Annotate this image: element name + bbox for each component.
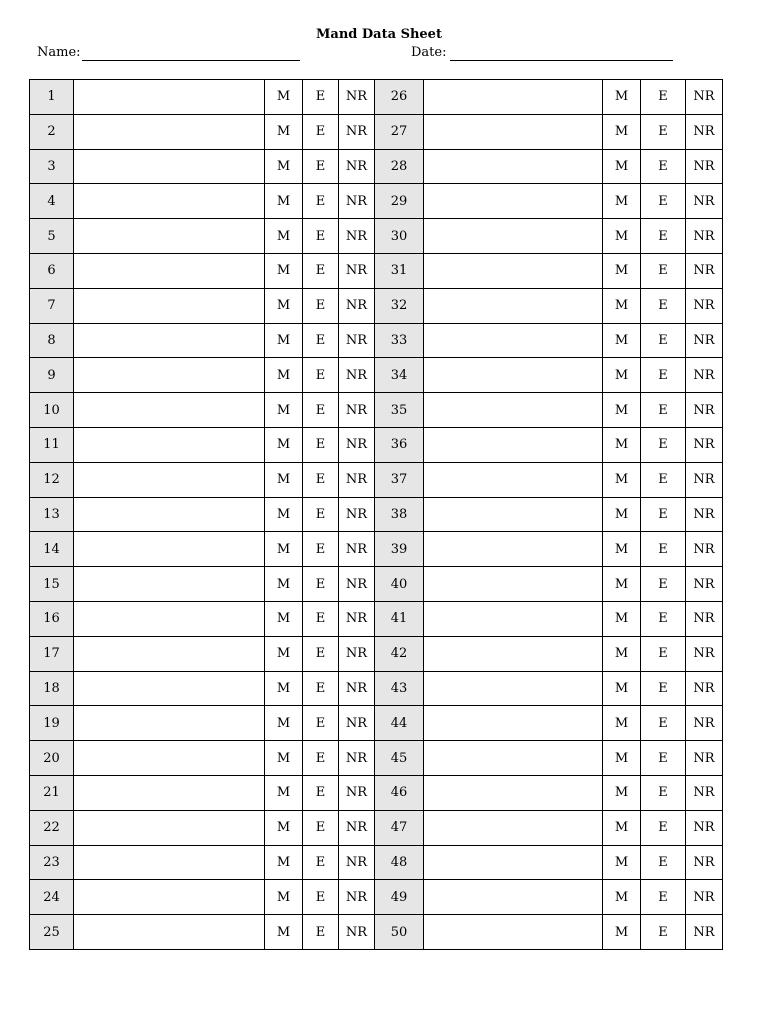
mand-entry-cell[interactable] bbox=[74, 288, 265, 323]
trial-number: 11 bbox=[30, 427, 74, 462]
no-response-option[interactable]: NR bbox=[686, 219, 723, 254]
echoic-option[interactable]: E bbox=[641, 184, 686, 219]
no-response-option[interactable]: NR bbox=[686, 149, 723, 184]
sheet-title: Mand Data Sheet bbox=[316, 27, 442, 42]
no-response-option[interactable]: NR bbox=[686, 636, 723, 671]
no-response-option[interactable]: NR bbox=[339, 671, 375, 706]
trial-number: 30 bbox=[375, 219, 424, 254]
table-row bbox=[30, 741, 723, 776]
date-label: Date: bbox=[411, 45, 447, 60]
mastered-option[interactable]: M bbox=[603, 80, 641, 115]
mastered-option[interactable]: M bbox=[265, 358, 303, 393]
mand-entry-cell[interactable] bbox=[424, 149, 603, 184]
no-response-option[interactable]: NR bbox=[686, 323, 723, 358]
mastered-option[interactable]: M bbox=[603, 741, 641, 776]
no-response-option[interactable]: NR bbox=[339, 845, 375, 880]
echoic-option[interactable]: E bbox=[303, 114, 339, 149]
mastered-option[interactable]: M bbox=[265, 219, 303, 254]
no-response-option[interactable]: NR bbox=[339, 775, 375, 810]
trial-number: 2 bbox=[30, 114, 74, 149]
mand-entry-cell[interactable] bbox=[424, 741, 603, 776]
mand-entry-cell[interactable] bbox=[424, 80, 603, 115]
echoic-option[interactable]: E bbox=[641, 149, 686, 184]
table-row bbox=[30, 532, 723, 567]
no-response-option[interactable]: NR bbox=[339, 532, 375, 567]
trial-number: 26 bbox=[375, 80, 424, 115]
echoic-option[interactable]: E bbox=[641, 253, 686, 288]
no-response-option[interactable]: NR bbox=[686, 288, 723, 323]
mastered-option[interactable]: M bbox=[603, 915, 641, 950]
table-row bbox=[30, 427, 723, 462]
mand-entry-cell[interactable] bbox=[74, 184, 265, 219]
trial-number: 37 bbox=[375, 462, 424, 497]
mastered-option[interactable]: M bbox=[603, 427, 641, 462]
no-response-option[interactable]: NR bbox=[339, 184, 375, 219]
mastered-option[interactable]: M bbox=[265, 810, 303, 845]
echoic-option[interactable]: E bbox=[641, 915, 686, 950]
echoic-option[interactable]: E bbox=[303, 288, 339, 323]
echoic-option[interactable]: E bbox=[641, 288, 686, 323]
trial-number: 36 bbox=[375, 427, 424, 462]
table-row bbox=[30, 636, 723, 671]
mastered-option[interactable]: M bbox=[603, 253, 641, 288]
mand-entry-cell[interactable] bbox=[74, 219, 265, 254]
mastered-option[interactable]: M bbox=[603, 532, 641, 567]
table-row bbox=[30, 845, 723, 880]
echoic-option[interactable]: E bbox=[641, 393, 686, 428]
table-row bbox=[30, 393, 723, 428]
no-response-option[interactable]: NR bbox=[339, 253, 375, 288]
no-response-option[interactable]: NR bbox=[339, 567, 375, 602]
table-row bbox=[30, 810, 723, 845]
echoic-option[interactable]: E bbox=[303, 775, 339, 810]
trial-number: 7 bbox=[30, 288, 74, 323]
no-response-option[interactable]: NR bbox=[339, 497, 375, 532]
mand-entry-cell[interactable] bbox=[424, 219, 603, 254]
echoic-option[interactable]: E bbox=[641, 741, 686, 776]
mand-entry-cell[interactable] bbox=[424, 567, 603, 602]
no-response-option[interactable]: NR bbox=[686, 393, 723, 428]
mand-entry-cell[interactable] bbox=[424, 775, 603, 810]
table-body bbox=[30, 80, 723, 950]
trial-number: 44 bbox=[375, 706, 424, 741]
mastered-option[interactable]: M bbox=[265, 706, 303, 741]
mand-entry-cell[interactable] bbox=[424, 358, 603, 393]
echoic-option[interactable]: E bbox=[641, 219, 686, 254]
trial-number: 10 bbox=[30, 393, 74, 428]
mand-entry-cell[interactable] bbox=[74, 532, 265, 567]
no-response-option[interactable]: NR bbox=[339, 741, 375, 776]
trial-number: 20 bbox=[30, 741, 74, 776]
mand-entry-cell[interactable] bbox=[74, 810, 265, 845]
mastered-option[interactable]: M bbox=[265, 915, 303, 950]
trial-number: 3 bbox=[30, 149, 74, 184]
mand-entry-cell[interactable] bbox=[424, 393, 603, 428]
trial-number: 27 bbox=[375, 114, 424, 149]
no-response-option[interactable]: NR bbox=[686, 114, 723, 149]
echoic-option[interactable]: E bbox=[641, 601, 686, 636]
trial-number: 46 bbox=[375, 775, 424, 810]
trial-number: 12 bbox=[30, 462, 74, 497]
no-response-option[interactable]: NR bbox=[339, 323, 375, 358]
trial-number: 19 bbox=[30, 706, 74, 741]
mastered-option[interactable]: M bbox=[603, 149, 641, 184]
mand-entry-cell[interactable] bbox=[424, 497, 603, 532]
no-response-option[interactable]: NR bbox=[339, 219, 375, 254]
table-row bbox=[30, 323, 723, 358]
echoic-option[interactable]: E bbox=[641, 80, 686, 115]
trial-number: 39 bbox=[375, 532, 424, 567]
no-response-option[interactable]: NR bbox=[686, 810, 723, 845]
mastered-option[interactable]: M bbox=[265, 532, 303, 567]
echoic-option[interactable]: E bbox=[303, 219, 339, 254]
echoic-option[interactable]: E bbox=[303, 706, 339, 741]
no-response-option[interactable]: NR bbox=[339, 706, 375, 741]
echoic-option[interactable]: E bbox=[641, 706, 686, 741]
echoic-option[interactable]: E bbox=[303, 149, 339, 184]
echoic-option[interactable]: E bbox=[303, 532, 339, 567]
mastered-option[interactable]: M bbox=[603, 497, 641, 532]
table-row bbox=[30, 149, 723, 184]
echoic-option[interactable]: E bbox=[303, 915, 339, 950]
mastered-option[interactable]: M bbox=[603, 845, 641, 880]
trial-number: 49 bbox=[375, 880, 424, 915]
mand-entry-cell[interactable] bbox=[424, 880, 603, 915]
no-response-option[interactable]: NR bbox=[339, 462, 375, 497]
no-response-option[interactable]: NR bbox=[686, 880, 723, 915]
trial-number: 40 bbox=[375, 567, 424, 602]
mastered-option[interactable]: M bbox=[603, 219, 641, 254]
echoic-option[interactable]: E bbox=[303, 323, 339, 358]
echoic-option[interactable]: E bbox=[303, 462, 339, 497]
mand-entry-cell[interactable] bbox=[424, 845, 603, 880]
mastered-option[interactable]: M bbox=[603, 880, 641, 915]
mastered-option[interactable]: M bbox=[603, 636, 641, 671]
echoic-option[interactable]: E bbox=[303, 845, 339, 880]
mand-entry-cell[interactable] bbox=[74, 427, 265, 462]
mand-data-table bbox=[29, 79, 723, 950]
table-row bbox=[30, 114, 723, 149]
mastered-option[interactable]: M bbox=[265, 775, 303, 810]
mastered-option[interactable]: M bbox=[265, 253, 303, 288]
table-row bbox=[30, 253, 723, 288]
mand-entry-cell[interactable] bbox=[74, 845, 265, 880]
mastered-option[interactable]: M bbox=[265, 462, 303, 497]
echoic-option[interactable]: E bbox=[641, 567, 686, 602]
echoic-option[interactable]: E bbox=[303, 497, 339, 532]
trial-number: 13 bbox=[30, 497, 74, 532]
mand-entry-cell[interactable] bbox=[74, 462, 265, 497]
trial-number: 4 bbox=[30, 184, 74, 219]
mand-entry-cell[interactable] bbox=[424, 114, 603, 149]
mastered-option[interactable]: M bbox=[265, 323, 303, 358]
mand-entry-cell[interactable] bbox=[74, 601, 265, 636]
table-row bbox=[30, 775, 723, 810]
trial-number: 32 bbox=[375, 288, 424, 323]
table-row bbox=[30, 80, 723, 115]
echoic-option[interactable]: E bbox=[303, 427, 339, 462]
no-response-option[interactable]: NR bbox=[686, 845, 723, 880]
trial-number: 9 bbox=[30, 358, 74, 393]
date-field[interactable] bbox=[450, 60, 673, 61]
echoic-option[interactable]: E bbox=[303, 184, 339, 219]
mastered-option[interactable]: M bbox=[603, 601, 641, 636]
no-response-option[interactable]: NR bbox=[339, 636, 375, 671]
trial-number: 33 bbox=[375, 323, 424, 358]
mand-entry-cell[interactable] bbox=[74, 497, 265, 532]
mand-entry-cell[interactable] bbox=[74, 636, 265, 671]
echoic-option[interactable]: E bbox=[641, 636, 686, 671]
echoic-option[interactable]: E bbox=[303, 601, 339, 636]
mand-entry-cell[interactable] bbox=[424, 706, 603, 741]
table-row bbox=[30, 706, 723, 741]
trial-number: 16 bbox=[30, 601, 74, 636]
echoic-option[interactable]: E bbox=[303, 741, 339, 776]
no-response-option[interactable]: NR bbox=[339, 810, 375, 845]
echoic-option[interactable]: E bbox=[303, 567, 339, 602]
name-field[interactable] bbox=[82, 60, 300, 61]
no-response-option[interactable]: NR bbox=[686, 532, 723, 567]
mand-entry-cell[interactable] bbox=[424, 532, 603, 567]
no-response-option[interactable]: NR bbox=[686, 497, 723, 532]
mand-entry-cell[interactable] bbox=[74, 253, 265, 288]
echoic-option[interactable]: E bbox=[641, 775, 686, 810]
mand-entry-cell[interactable] bbox=[424, 915, 603, 950]
mastered-option[interactable]: M bbox=[603, 671, 641, 706]
echoic-option[interactable]: E bbox=[641, 845, 686, 880]
no-response-option[interactable]: NR bbox=[686, 253, 723, 288]
trial-number: 8 bbox=[30, 323, 74, 358]
no-response-option[interactable]: NR bbox=[686, 80, 723, 115]
mand-entry-cell[interactable] bbox=[74, 80, 265, 115]
echoic-option[interactable]: E bbox=[641, 810, 686, 845]
mastered-option[interactable]: M bbox=[265, 114, 303, 149]
no-response-option[interactable]: NR bbox=[686, 567, 723, 602]
mand-entry-cell[interactable] bbox=[424, 462, 603, 497]
mastered-option[interactable]: M bbox=[265, 288, 303, 323]
mastered-option[interactable]: M bbox=[265, 845, 303, 880]
trial-number: 45 bbox=[375, 741, 424, 776]
trial-number: 15 bbox=[30, 567, 74, 602]
echoic-option[interactable]: E bbox=[303, 810, 339, 845]
mand-entry-cell[interactable] bbox=[424, 253, 603, 288]
trial-number: 25 bbox=[30, 915, 74, 950]
echoic-option[interactable]: E bbox=[641, 532, 686, 567]
mand-entry-cell[interactable] bbox=[74, 775, 265, 810]
table-row bbox=[30, 671, 723, 706]
mand-entry-cell[interactable] bbox=[424, 636, 603, 671]
mastered-option[interactable]: M bbox=[603, 358, 641, 393]
table-row bbox=[30, 601, 723, 636]
no-response-option[interactable]: NR bbox=[339, 601, 375, 636]
no-response-option[interactable]: NR bbox=[686, 601, 723, 636]
no-response-option[interactable]: NR bbox=[339, 149, 375, 184]
trial-number: 18 bbox=[30, 671, 74, 706]
trial-number: 31 bbox=[375, 253, 424, 288]
mastered-option[interactable]: M bbox=[265, 184, 303, 219]
no-response-option[interactable]: NR bbox=[339, 114, 375, 149]
mand-entry-cell[interactable] bbox=[424, 427, 603, 462]
mastered-option[interactable]: M bbox=[265, 567, 303, 602]
mastered-option[interactable]: M bbox=[603, 393, 641, 428]
mand-entry-cell[interactable] bbox=[424, 184, 603, 219]
echoic-option[interactable]: E bbox=[641, 497, 686, 532]
echoic-option[interactable]: E bbox=[303, 393, 339, 428]
no-response-option[interactable]: NR bbox=[686, 706, 723, 741]
table-row bbox=[30, 288, 723, 323]
echoic-option[interactable]: E bbox=[641, 358, 686, 393]
trial-number: 41 bbox=[375, 601, 424, 636]
mand-entry-cell[interactable] bbox=[74, 880, 265, 915]
echoic-option[interactable]: E bbox=[303, 636, 339, 671]
mastered-option[interactable]: M bbox=[603, 462, 641, 497]
no-response-option[interactable]: NR bbox=[686, 671, 723, 706]
mand-entry-cell[interactable] bbox=[74, 915, 265, 950]
echoic-option[interactable]: E bbox=[641, 671, 686, 706]
mand-entry-cell[interactable] bbox=[74, 358, 265, 393]
no-response-option[interactable]: NR bbox=[339, 393, 375, 428]
trial-number: 34 bbox=[375, 358, 424, 393]
trial-number: 17 bbox=[30, 636, 74, 671]
echoic-option[interactable]: E bbox=[641, 427, 686, 462]
echoic-option[interactable]: E bbox=[303, 80, 339, 115]
echoic-option[interactable]: E bbox=[303, 671, 339, 706]
mastered-option[interactable]: M bbox=[603, 775, 641, 810]
no-response-option[interactable]: NR bbox=[686, 741, 723, 776]
mastered-option[interactable]: M bbox=[603, 184, 641, 219]
table-row bbox=[30, 880, 723, 915]
trial-number: 28 bbox=[375, 149, 424, 184]
trial-number: 48 bbox=[375, 845, 424, 880]
trial-number: 47 bbox=[375, 810, 424, 845]
no-response-option[interactable]: NR bbox=[339, 427, 375, 462]
mand-entry-cell[interactable] bbox=[74, 671, 265, 706]
echoic-option[interactable]: E bbox=[641, 323, 686, 358]
trial-number: 24 bbox=[30, 880, 74, 915]
mastered-option[interactable]: M bbox=[265, 149, 303, 184]
mastered-option[interactable]: M bbox=[265, 741, 303, 776]
no-response-option[interactable]: NR bbox=[686, 427, 723, 462]
mastered-option[interactable]: M bbox=[265, 880, 303, 915]
trial-number: 43 bbox=[375, 671, 424, 706]
trial-number: 14 bbox=[30, 532, 74, 567]
no-response-option[interactable]: NR bbox=[339, 358, 375, 393]
trial-number: 1 bbox=[30, 80, 74, 115]
no-response-option[interactable]: NR bbox=[686, 775, 723, 810]
echoic-option[interactable]: E bbox=[641, 880, 686, 915]
mand-entry-cell[interactable] bbox=[74, 741, 265, 776]
no-response-option[interactable]: NR bbox=[686, 184, 723, 219]
mand-entry-cell[interactable] bbox=[74, 149, 265, 184]
mastered-option[interactable]: M bbox=[265, 427, 303, 462]
mastered-option[interactable]: M bbox=[603, 114, 641, 149]
mand-entry-cell[interactable] bbox=[74, 706, 265, 741]
no-response-option[interactable]: NR bbox=[686, 358, 723, 393]
mand-entry-cell[interactable] bbox=[74, 567, 265, 602]
no-response-option[interactable]: NR bbox=[339, 80, 375, 115]
mastered-option[interactable]: M bbox=[265, 671, 303, 706]
trial-number: 5 bbox=[30, 219, 74, 254]
no-response-option[interactable]: NR bbox=[686, 915, 723, 950]
table-row bbox=[30, 462, 723, 497]
table-row bbox=[30, 567, 723, 602]
no-response-option[interactable]: NR bbox=[339, 915, 375, 950]
name-label: Name: bbox=[37, 45, 81, 60]
mand-entry-cell[interactable] bbox=[424, 323, 603, 358]
table-row bbox=[30, 497, 723, 532]
mastered-option[interactable]: M bbox=[603, 323, 641, 358]
trial-number: 29 bbox=[375, 184, 424, 219]
echoic-option[interactable]: E bbox=[303, 358, 339, 393]
echoic-option[interactable]: E bbox=[303, 253, 339, 288]
mand-entry-cell[interactable] bbox=[74, 114, 265, 149]
table-row bbox=[30, 915, 723, 950]
no-response-option[interactable]: NR bbox=[339, 880, 375, 915]
table-row bbox=[30, 184, 723, 219]
mastered-option[interactable]: M bbox=[265, 80, 303, 115]
table-row bbox=[30, 219, 723, 254]
trial-number: 23 bbox=[30, 845, 74, 880]
mand-entry-cell[interactable] bbox=[424, 671, 603, 706]
mand-entry-cell[interactable] bbox=[424, 288, 603, 323]
trial-number: 35 bbox=[375, 393, 424, 428]
mastered-option[interactable]: M bbox=[603, 706, 641, 741]
mand-entry-cell[interactable] bbox=[74, 393, 265, 428]
mastered-option[interactable]: M bbox=[265, 497, 303, 532]
mastered-option[interactable]: M bbox=[603, 567, 641, 602]
mand-entry-cell[interactable] bbox=[74, 323, 265, 358]
echoic-option[interactable]: E bbox=[641, 462, 686, 497]
trial-number: 22 bbox=[30, 810, 74, 845]
mastered-option[interactable]: M bbox=[603, 288, 641, 323]
mand-entry-cell[interactable] bbox=[424, 810, 603, 845]
trial-number: 42 bbox=[375, 636, 424, 671]
trial-number: 6 bbox=[30, 253, 74, 288]
trial-number: 21 bbox=[30, 775, 74, 810]
trial-number: 50 bbox=[375, 915, 424, 950]
no-response-option[interactable]: NR bbox=[686, 462, 723, 497]
mastered-option[interactable]: M bbox=[265, 393, 303, 428]
trial-number: 38 bbox=[375, 497, 424, 532]
table-row bbox=[30, 358, 723, 393]
mastered-option[interactable]: M bbox=[265, 601, 303, 636]
echoic-option[interactable]: E bbox=[303, 880, 339, 915]
mastered-option[interactable]: M bbox=[603, 810, 641, 845]
mand-entry-cell[interactable] bbox=[424, 601, 603, 636]
no-response-option[interactable]: NR bbox=[339, 288, 375, 323]
echoic-option[interactable]: E bbox=[641, 114, 686, 149]
mastered-option[interactable]: M bbox=[265, 636, 303, 671]
